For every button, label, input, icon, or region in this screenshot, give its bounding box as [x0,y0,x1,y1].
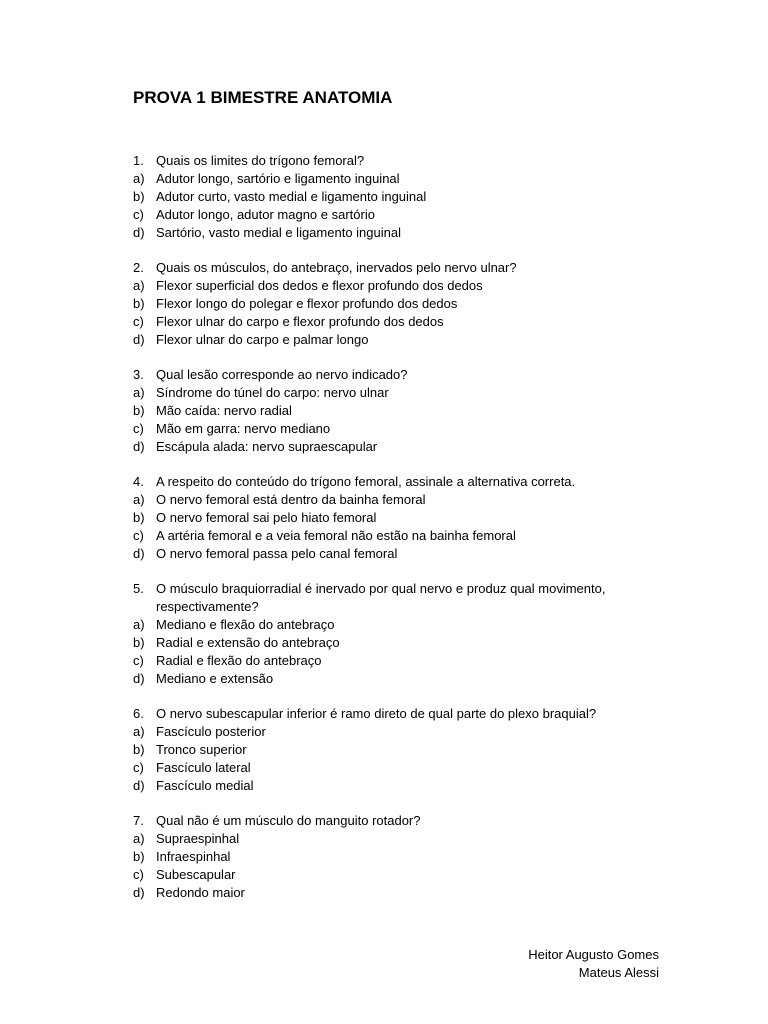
option-text: O nervo femoral passa pelo canal femoral [156,545,398,561]
option-b [133,634,673,652]
option-letter: a) [133,170,145,186]
option-text: Adutor curto, vasto medial e ligamento inguinal [156,188,427,204]
option-a [133,170,673,188]
question-text: A respeito do conteúdo do trígono femoral, assinale a alternativa correta. [156,474,576,490]
option-text: O nervo femoral sai pelo hiato femoral [156,509,377,525]
option-text: Fascículo medial [156,777,254,793]
option-c [133,527,673,545]
option-letter: a) [133,277,145,293]
question-stem [133,152,673,170]
option-text: Fascículo lateral [156,759,251,775]
option-a [133,277,673,295]
option-text: Flexor ulnar do carpo e palmar longo [156,331,369,347]
option-b [133,741,673,759]
question-stem [133,705,673,723]
option-text: Supraespinhal [156,831,240,847]
authors-block [528,946,659,982]
option-text: Subescapular [156,866,236,882]
question-text: Qual lesão corresponde ao nervo indicado? [156,367,408,383]
question-number: 7. [133,813,144,829]
question-number: 3. [133,367,144,383]
option-letter: c) [133,652,144,668]
option-b [133,402,673,420]
option-c [133,206,673,224]
option-text: Infraespinhal [156,849,231,865]
question-text: O nervo subescapular inferior é ramo direto de qual parte do plexo braquial? [156,706,597,722]
option-letter: c) [133,313,144,329]
option-letter: d) [133,438,145,454]
question-stem [133,580,673,616]
option-text: Redondo maior [156,884,245,900]
option-text: Flexor ulnar do carpo e flexor profundo dos dedos [156,313,444,329]
option-letter: d) [133,331,145,347]
option-a [133,491,673,509]
option-text: Sartório, vasto medial e ligamento inguinal [156,224,401,240]
question-7 [133,812,673,901]
question-number: 4. [133,474,144,490]
author-name: Heitor Augusto Gomes [528,947,659,962]
option-b [133,509,673,527]
question-stem [133,259,673,277]
option-text: A artéria femoral e a veia femoral não estão na bainha femoral [156,527,516,543]
option-a [133,723,673,741]
option-b [133,848,673,866]
option-letter: d) [133,670,145,686]
option-letter: b) [133,634,145,650]
option-d [133,331,673,349]
option-text: Escápula alada: nervo supraescapular [156,438,378,454]
question-5 [133,580,673,687]
option-text: O nervo femoral está dentro da bainha femoral [156,492,426,508]
option-c [133,759,673,777]
option-c [133,866,673,884]
question-1 [133,152,673,241]
option-text: Radial e extensão do antebraço [156,634,340,650]
question-text: O músculo braquiorradial é inervado por qual nervo e produz qual movimento, respectivamente? [156,581,606,615]
option-letter: c) [133,206,144,222]
option-c [133,652,673,670]
option-text: Radial e flexão do antebraço [156,652,322,668]
option-d [133,545,673,563]
option-a [133,616,673,634]
option-letter: a) [133,492,145,508]
option-letter: c) [133,759,144,775]
option-text: Mediano e extensão [156,670,274,686]
option-letter: c) [133,527,144,543]
option-b [133,295,673,313]
option-letter: d) [133,224,145,240]
option-text: Síndrome do túnel do carpo: nervo ulnar [156,385,389,401]
option-letter: d) [133,884,145,900]
question-text: Quais os músculos, do antebraço, inervados pelo nervo ulnar? [156,260,517,276]
option-text: Adutor longo, adutor magno e sartório [156,206,375,222]
option-letter: b) [133,742,145,758]
option-letter: a) [133,831,145,847]
option-c [133,420,673,438]
option-a [133,384,673,402]
option-d [133,884,673,902]
question-4 [133,473,673,562]
option-text: Mão caída: nervo radial [156,402,292,418]
option-text: Flexor superficial dos dedos e flexor profundo dos dedos [156,277,483,293]
question-list [133,152,673,919]
option-text: Mediano e flexão do antebraço [156,617,335,633]
question-6 [133,705,673,794]
question-stem [133,366,673,384]
option-text: Fascículo posterior [156,724,266,740]
option-text: Mão em garra: nervo mediano [156,420,331,436]
option-letter: b) [133,295,145,311]
document-title: PROVA 1 BIMESTRE ANATOMIA [133,88,393,107]
option-letter: b) [133,509,145,525]
option-letter: d) [133,545,145,561]
option-text: Flexor longo do polegar e flexor profundo dos dedos [156,295,458,311]
option-letter: b) [133,402,145,418]
question-number: 5. [133,581,144,597]
option-d [133,670,673,688]
option-letter: a) [133,617,145,633]
question-stem [133,812,673,830]
option-letter: b) [133,849,145,865]
option-letter: c) [133,420,144,436]
question-stem [133,473,673,491]
option-letter: a) [133,724,145,740]
option-c [133,313,673,331]
option-d [133,438,673,456]
option-text: Adutor longo, sartório e ligamento inguinal [156,170,400,186]
question-number: 2. [133,260,144,276]
question-text: Quais os limites do trígono femoral? [156,153,365,168]
option-a [133,830,673,848]
option-letter: c) [133,866,144,882]
question-number: 1. [133,153,144,168]
author-name: Mateus Alessi [578,965,659,980]
question-2 [133,259,673,348]
option-letter: a) [133,385,145,401]
option-text: Tronco superior [156,742,247,758]
question-text: Qual não é um músculo do manguito rotador? [156,813,421,829]
option-d [133,777,673,795]
option-letter: b) [133,188,145,204]
option-b [133,188,673,206]
option-d [133,224,673,242]
option-letter: d) [133,777,145,793]
question-number: 6. [133,706,144,722]
question-3 [133,366,673,455]
